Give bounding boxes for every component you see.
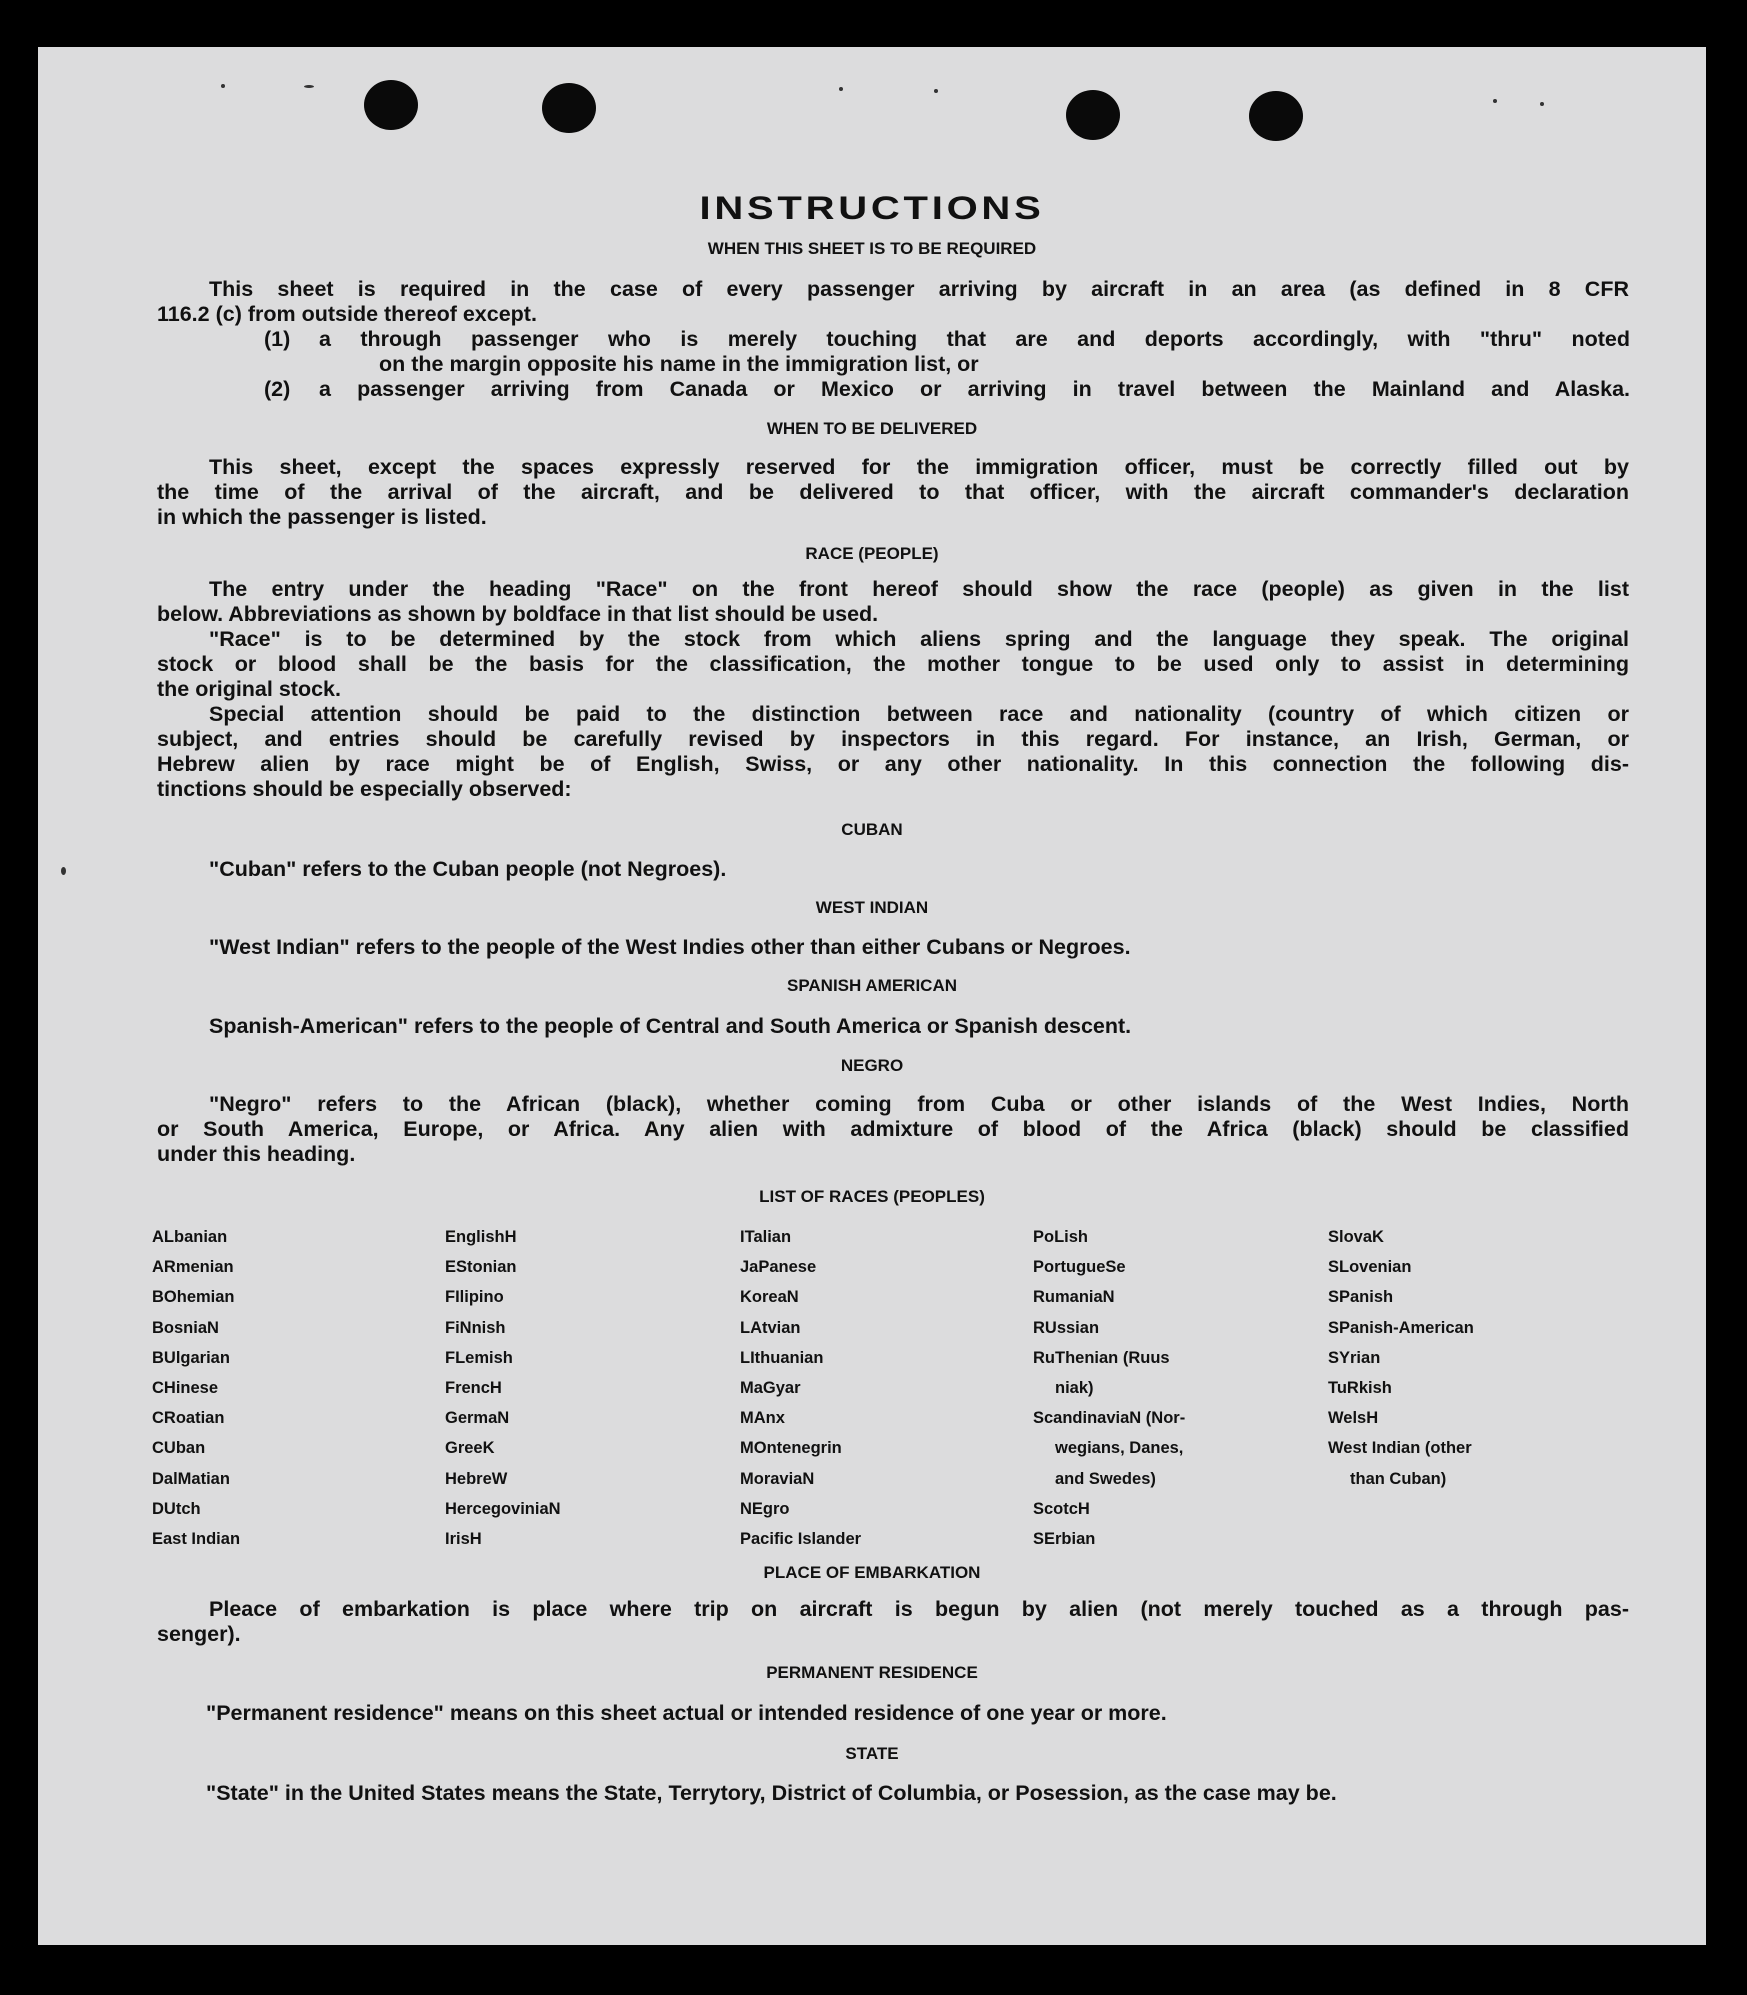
list-item: EnglishH: [445, 1228, 517, 1246]
list-item: ScandinaviaN (Nor-: [1033, 1409, 1186, 1428]
list-item: LAtvian: [740, 1318, 801, 1337]
list-item: CUban: [152, 1439, 206, 1458]
list-item: SlovaK: [1328, 1228, 1384, 1246]
punch-hole: [542, 83, 596, 133]
heading-when-delivered: WHEN TO BE DELIVERED: [766, 419, 978, 438]
page-title: INSTRUCTIONS: [699, 190, 1045, 226]
list-item: MoraviaN: [740, 1469, 815, 1488]
list-item: FrencH: [445, 1378, 502, 1397]
list-item: (2) a passenger arriving from Canada or Mexico or arriving in travel between the Mainland and Alaska.: [264, 377, 1630, 401]
list-item: MAnx: [740, 1409, 785, 1428]
list-item: MOntenegrin: [740, 1439, 842, 1458]
paragraph-when-required: This sheet is required in the case of every passenger arriving by aircraft in an area (as defined in 8 CFR 116.2 (c) from outside thereof except.: [157, 277, 1629, 326]
list-item: DalMatian: [152, 1469, 230, 1488]
paragraph-spanish-american: Spanish-American" refers to the people of Central and South America or Spanish descent.: [209, 1014, 1132, 1038]
list-item: BUlgarian: [152, 1348, 230, 1367]
list-item: HercegoviniaN: [445, 1499, 561, 1518]
paragraph-negro: "Negro" refers to the African (black), whether coming from Cuba or other islands of the West Indies, North or South America, Europe, or Africa. Any alien with admixture of blood of the Africa (black) should be classified under this heading.: [157, 1092, 1629, 1166]
speck: [934, 89, 938, 93]
list-item: SPanish-American: [1328, 1318, 1474, 1337]
races-column: [740, 1222, 861, 1554]
speck: [304, 85, 314, 88]
list-item: LIthuanian: [740, 1348, 824, 1367]
list-item: EStonian: [445, 1258, 517, 1277]
list-item: ITalian: [740, 1228, 792, 1246]
speck: [1540, 102, 1544, 106]
speck: [1493, 99, 1497, 103]
list-item: ScotcH: [1033, 1499, 1090, 1518]
list-item: RumaniaN: [1033, 1288, 1115, 1307]
list-item: ALbanian: [152, 1228, 228, 1246]
list-item: TuRkish: [1328, 1378, 1392, 1397]
list-item: West Indian (other: [1328, 1439, 1472, 1458]
punch-hole: [1066, 90, 1120, 140]
list-item: HebreW: [445, 1469, 508, 1488]
list-item: RuThenian (Ruus: [1033, 1348, 1170, 1367]
list-item: IrisH: [445, 1529, 482, 1548]
list-item: JaPanese: [740, 1258, 817, 1277]
list-item: East Indian: [152, 1529, 241, 1548]
list-item: niak): [1055, 1378, 1094, 1397]
heading-negro: NEGRO: [840, 1056, 904, 1075]
list-item: (1) a through passenger who is merely touching that are and deports accordingly, with "thru" noted on the margin opposite his name in the immigration list, or: [264, 327, 1630, 376]
list-item: BOhemian: [152, 1288, 235, 1307]
paragraph-race: The entry under the heading "Race" on the front hereof should show the race (people) as given in the list below. Abbreviations as shown by boldface in that list should be used. "Race" is to be determined by the stock from which aliens spring and the language they speak. The original stock or blood shall be the basis for the classification, the mother tongue to be used only to assist in determining the original stock. Special attention should be paid to the distinction between race and nationality (country of which citizen or subject, and entries should be carefully revised by inspectors in this regard. For instance, an Irish, German, or Hebrew alien by race might be of English, Swiss, or any other nationality. In this connection the following dis- tinctions should be especially observed:: [157, 577, 1629, 801]
punch-hole: [364, 80, 418, 130]
list-item: FiNnish: [445, 1318, 506, 1337]
speck: [839, 87, 843, 91]
list-item: SLovenian: [1328, 1258, 1412, 1277]
paragraph-cuban: "Cuban" refers to the Cuban people (not Negroes).: [209, 857, 727, 881]
list-item: DUtch: [152, 1499, 201, 1518]
speck: [221, 84, 225, 88]
list-item: and Swedes): [1055, 1469, 1156, 1488]
races-column: [1328, 1222, 1474, 1494]
paragraph-west-indian: "West Indian" refers to the people of the West Indies other than either Cubans or Negroes.: [209, 935, 1131, 959]
list-item: than Cuban): [1350, 1469, 1447, 1488]
list-item: KoreaN: [740, 1288, 799, 1307]
list-item: Pacific Islander: [740, 1529, 862, 1548]
list-item: GreeK: [445, 1439, 495, 1458]
paragraph-when-delivered: This sheet, except the spaces expressly reserved for the immigration officer, must be correctly filled out by the time of the arrival of the aircraft, and be delivered to that officer, with the aircraft commander's declaration in which the passenger is listed.: [157, 455, 1629, 529]
paragraph-embarkation: Pleace of embarkation is place where trip on aircraft is begun by alien (not merely touched as a through pas- senger).: [157, 1597, 1629, 1646]
heading-cuban: CUBAN: [841, 820, 903, 839]
heading-list-of-races: LIST OF RACES (PEOPLES): [759, 1187, 985, 1206]
list-item: FLemish: [445, 1348, 513, 1367]
speck: [61, 867, 66, 875]
paragraph-state: "State" in the United States means the State, Terrytory, District of Columbia, or Posession, as the case may be.: [206, 1781, 1337, 1805]
list-item: PortugueSe: [1033, 1258, 1126, 1277]
paragraph-permanent-residence: "Permanent residence" means on this sheet actual or intended residence of one year or more.: [206, 1701, 1167, 1725]
list-item: GermaN: [445, 1409, 510, 1428]
heading-race: RACE (PEOPLE): [805, 544, 939, 563]
list-item: SErbian: [1033, 1529, 1096, 1548]
list-item: NEgro: [740, 1499, 790, 1518]
list-item: wegians, Danes,: [1055, 1439, 1184, 1458]
list-item: RUssian: [1033, 1318, 1100, 1337]
list-item: CRoatian: [152, 1409, 225, 1428]
races-column: [445, 1222, 561, 1554]
list-item: BosniaN: [152, 1318, 219, 1337]
punch-hole: [1249, 91, 1303, 141]
heading-west-indian: WEST INDIAN: [815, 898, 929, 917]
heading-spanish-american: SPANISH AMERICAN: [786, 976, 957, 995]
heading-when-required: WHEN THIS SHEET IS TO BE REQUIRED: [707, 239, 1037, 258]
list-item: SPanish: [1328, 1288, 1394, 1307]
list-item: PoLish: [1033, 1228, 1089, 1246]
races-column: [152, 1222, 240, 1554]
document-page: [38, 47, 1706, 1945]
list-item: CHinese: [152, 1378, 219, 1397]
list-item: SYrian: [1328, 1348, 1381, 1367]
list-item: MaGyar: [740, 1378, 801, 1397]
heading-state: STATE: [845, 1744, 899, 1763]
list-item: WelsH: [1328, 1409, 1379, 1428]
list-item: FIlipino: [445, 1288, 504, 1307]
heading-permanent-residence: PERMANENT RESIDENCE: [766, 1663, 978, 1682]
list-item: ARmenian: [152, 1258, 234, 1277]
races-column: [1033, 1222, 1185, 1554]
heading-embarkation: PLACE OF EMBARKATION: [763, 1563, 981, 1582]
